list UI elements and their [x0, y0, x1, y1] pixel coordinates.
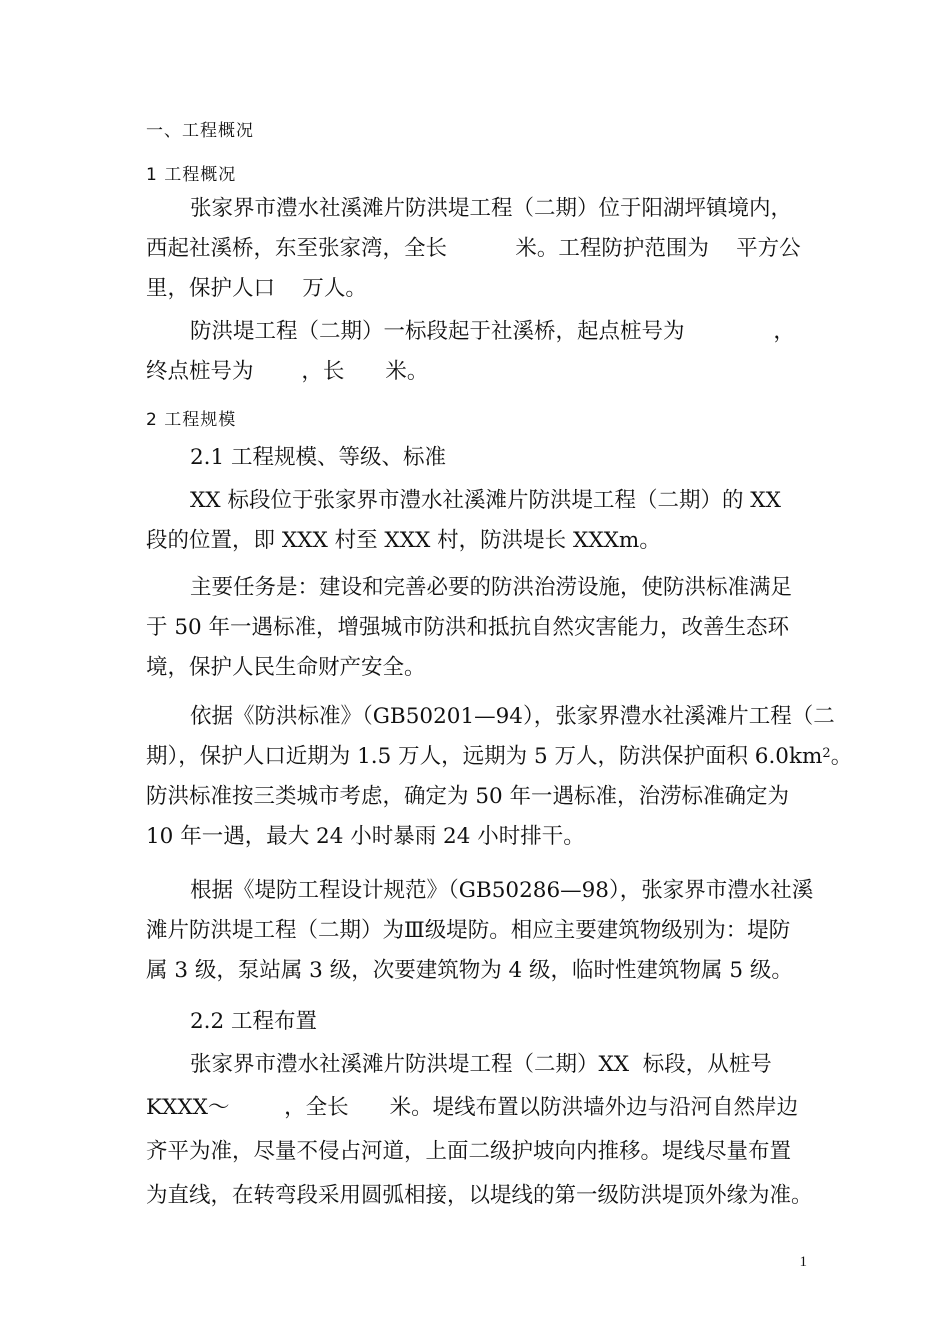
section-1-heading: 1 工程概况	[146, 165, 237, 185]
text-line: 齐平为准，尽量不侵占河道，上面二级护坡向内推移。堤线尽量布置	[146, 1139, 792, 1164]
text-line: 张家界市澧水社溪滩片防洪堤工程（二期）XX 标段，从桩号	[190, 1052, 772, 1077]
subsection-title: 2.1 工程规模、等级、标准	[190, 445, 447, 470]
text-line: 防洪堤工程（二期）一标段起于社溪桥，起点桩号为 ，	[190, 319, 795, 344]
text-line: XX 标段位于张家界市澧水社溪滩片防洪堤工程（二期）的 XX	[190, 488, 781, 513]
superscript: 2	[822, 746, 831, 761]
text-fragment: 。	[830, 744, 853, 769]
text-line: 10 年一遇，最大 24 小时暴雨 24 小时排干。	[146, 824, 585, 849]
text-line: 终点桩号为 ，长 米。	[146, 359, 429, 384]
text-line: 里，保护人口 万人。	[146, 276, 367, 301]
subsection-title: 2.2 工程布置	[190, 1009, 318, 1034]
text-line: 西起社溪桥，东至张家湾，全长 米。工程防护范围为 平方公	[146, 236, 801, 261]
text-line: 属 3 级，泵站属 3 级，次要建筑物为 4 级，临时性建筑物属 5 级。	[146, 958, 793, 983]
page-number: 1	[799, 1254, 807, 1270]
text-line: 为直线，在转弯段采用圆弧相接，以堤线的第一级防洪堤顶外缘为准。	[146, 1183, 813, 1208]
text-line: 段的位置，即 XXX 村至 XXX 村，防洪堤长 XXXm。	[146, 528, 661, 553]
section-2-heading: 2 工程规模	[146, 410, 237, 430]
text-line: 依据《防洪标准》（GB50201—94），张家界澧水社溪滩片工程（二	[190, 704, 835, 729]
text-line: 于 50 年一遇标准，增强城市防洪和抵抗自然灾害能力，改善生态环	[146, 615, 790, 640]
document-header-title: 一、工程概况	[146, 121, 254, 141]
text-line: 主要任务是：建设和完善必要的防洪治涝设施，使防洪标准满足	[190, 575, 793, 600]
text-line: 防洪标准按三类城市考虑，确定为 50 年一遇标准，治涝标准确定为	[146, 784, 790, 809]
text-line: 根据《堤防工程设计规范》（GB50286—98），张家界市澧水社溪	[190, 878, 814, 903]
text-line: 滩片防洪堤工程（二期）为Ⅲ级堤防。相应主要建筑物级别为：堤防	[146, 918, 791, 943]
text-line	[146, 746, 852, 768]
text-line: 张家界市澧水社溪滩片防洪堤工程（二期）位于阳湖坪镇境内，	[190, 196, 793, 221]
text-line: 境，保护人民生命财产安全。	[146, 655, 426, 680]
text-fragment: 期），保护人口近期为 1.5 万人，远期为 5 万人，防洪保护面积 6.0km	[146, 744, 823, 769]
text-line: KXXX～ ，全长 米。堤线布置以防洪墙外边与沿河自然岸边	[146, 1095, 799, 1120]
